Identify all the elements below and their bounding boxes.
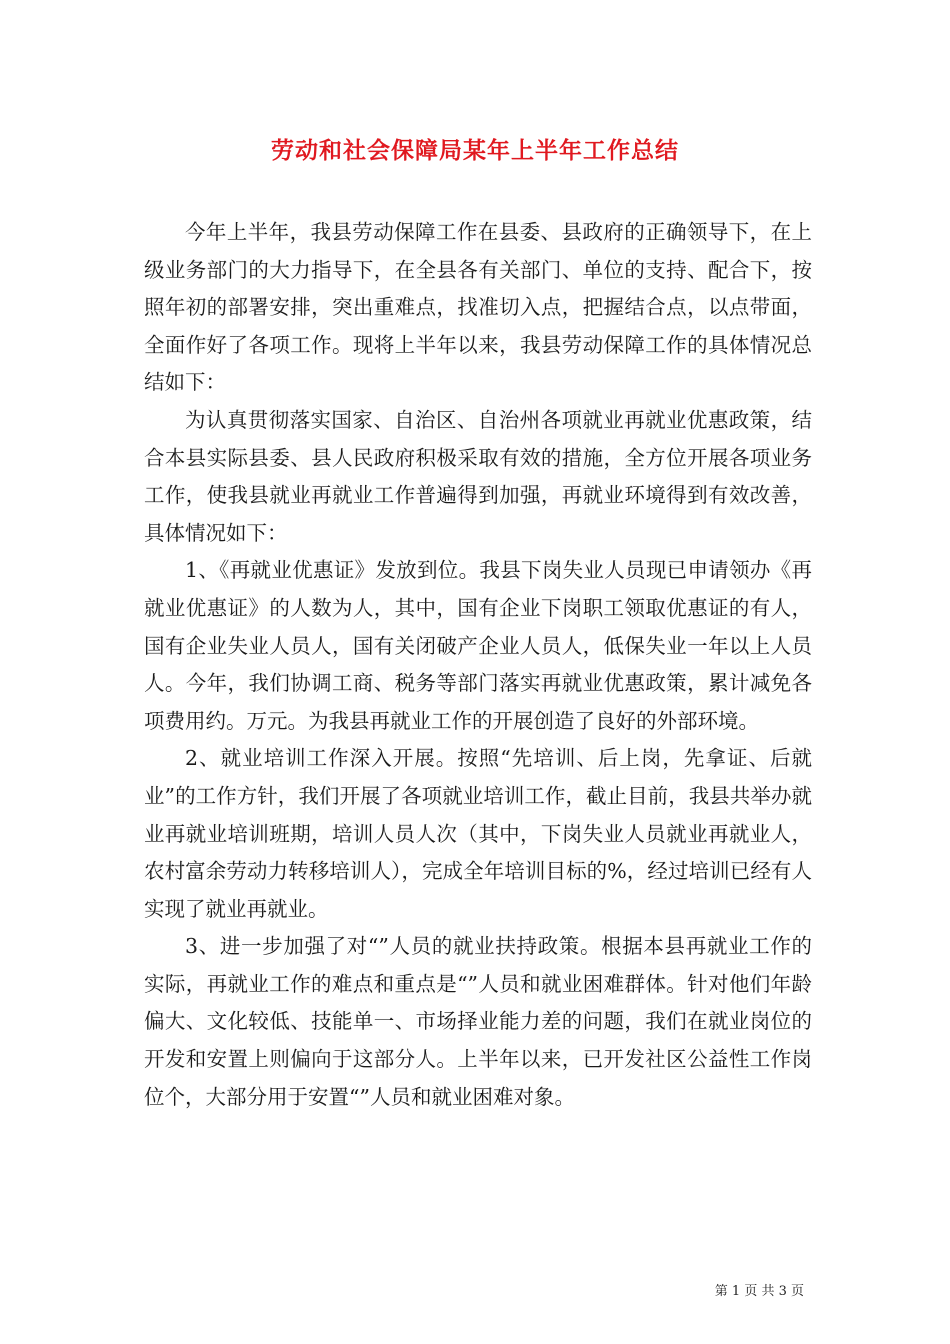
page-number-footer: 第 1 页 共 3 页 [714,1284,804,1299]
paragraph-item-1: 1、《再就业优惠证》发放到位。我县下岗失业人员现已申请领办《再就业优惠证》的人数为人，其中，国有企业下岗职工领取优惠证的有人，国有企业失业人员人，国有关闭破产企业人员人，低保失业一年以上人员人。今年，我们协调工商、税务等部门落实再就业优惠政策，累计减免各项费用约。万元。为我县再就业工作的开展创造了良好的外部环境。 [144,558,812,733]
document-body [144,214,812,1116]
paragraph-item-2: 2、就业培训工作深入开展。按照“先培训、后上岗，先拿证、后就业”的工作方针，我们开展了各项就业培训工作，截止目前，我县共举办就业再就业培训班期，培训人员人次（其中，下岗失业人员就业再就业人，农村富余劳动力转移培训人），完成全年培训目标的%，经过培训已经有人实现了就业再就业。 [144,746,812,921]
paragraph-item-3: 3、进一步加强了对“”人员的就业扶持政策。根据本县再就业工作的实际，再就业工作的难点和重点是“”人员和就业困难群体。针对他们年龄偏大、文化较低、技能单一、市场择业能力差的问题，我们在就业岗位的开发和安置上则偏向于这部分人。上半年以来，已开发社区公益性工作岗位个，大部分用于安置“”人员和就业困难对象。 [144,934,812,1109]
paragraph-intro: 今年上半年，我县劳动保障工作在县委、县政府的正确领导下，在上级业务部门的大力指导下，在全县各有关部门、单位的支持、配合下，按照年初的部署安排，突出重难点，找准切入点，把握结合点，以点带面，全面作好了各项工作。现将上半年以来，我县劳动保障工作的具体情况总结如下： [144,220,812,395]
paragraph-policy: 为认真贯彻落实国家、自治区、自治州各项就业再就业优惠政策，结合本县实际县委、县人民政府积极采取有效的措施，全方位开展各项业务工作，使我县就业再就业工作普遍得到加强，再就业环境得到有效改善，具体情况如下： [144,407,812,545]
document-title: 劳动和社会保障局某年上半年工作总结 [271,137,679,164]
